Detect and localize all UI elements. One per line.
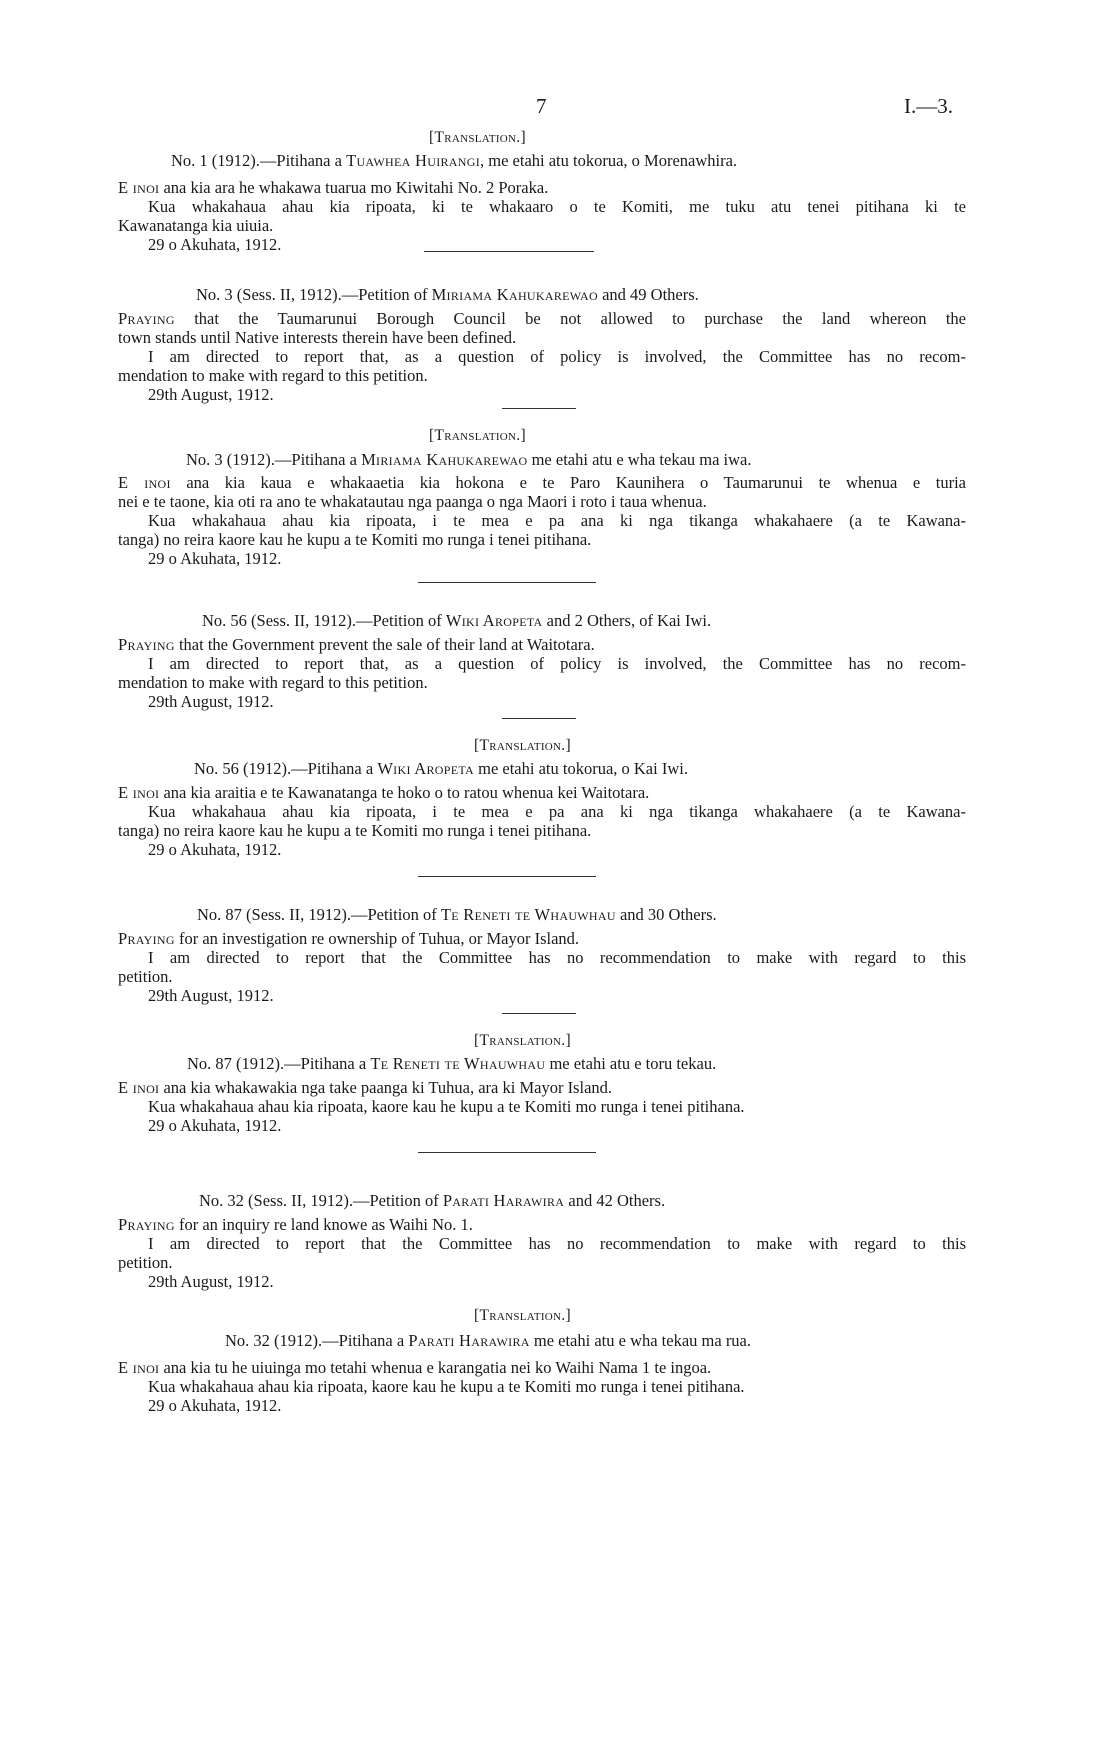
petition-date: 29th August, 1912.	[148, 385, 274, 404]
report-line: I am directed to report that, as a question of policy is involved, the Committee has no recom-	[148, 347, 966, 366]
short-divider	[502, 718, 576, 719]
translation-heading: [Translation.]	[474, 1307, 571, 1324]
praying-line: Praying for an investigation re ownership of Tuhua, or Mayor Island.	[118, 929, 580, 948]
section-divider	[424, 251, 594, 252]
petition-date: 29 o Akuhata, 1912.	[148, 1116, 282, 1135]
petition-title: No. 32 (1912).—Pitihana a Parati Harawira me etahi atu e wha tekau ma rua.	[225, 1331, 752, 1350]
praying-line: E inoi ana kia araitia e te Kawanatanga te hoko o to ratou whenua kei Waitotara.	[118, 783, 650, 802]
report-line: tanga) no reira kaore kau he kupu a te Komiti mo runga i tenei pitihana.	[118, 821, 592, 840]
section-divider	[418, 1152, 596, 1153]
petition-title: No. 56 (Sess. II, 1912).—Petition of Wiki Aropeta and 2 Others, of Kai Iwi.	[202, 611, 712, 630]
praying-line: E inoi ana kia ara he whakawa tuarua mo Kiwitahi No. 2 Poraka.	[118, 178, 549, 197]
petition-date: 29 o Akuhata, 1912.	[148, 235, 282, 254]
document-reference: I.—3.	[904, 94, 953, 118]
report-line: Kua whakahaua ahau kia ripoata, ki te whakaaro o te Komiti, me tuku atu tenei pitihana ki te	[148, 197, 966, 216]
translation-heading: [Translation.]	[429, 427, 526, 444]
praying-line: E inoi ana kia kaua e whakaaetia kia hokona e te Paro Kaunihera o Taumarunui te whenua e turia	[118, 473, 967, 492]
petition-date: 29 o Akuhata, 1912.	[148, 840, 282, 859]
petition-title: No. 1 (1912).—Pitihana a Tuawhea Huirangi, me etahi atu tokorua, o Morenawhira.	[171, 151, 738, 170]
report-line: petition.	[118, 1253, 173, 1272]
report-line: Kua whakahaua ahau kia ripoata, kaore kau he kupu a te Komiti mo runga i tenei pitihana.	[148, 1097, 745, 1116]
praying-line: Praying that the Taumarunui Borough Council be not allowed to purchase the land whereon the	[118, 309, 966, 328]
petition-date: 29th August, 1912.	[148, 692, 274, 711]
short-divider	[502, 408, 576, 409]
report-line: I am directed to report that the Committee has no recommendation to make with regard to this	[148, 1234, 966, 1253]
petition-title: No. 87 (Sess. II, 1912).—Petition of Te Reneti te Whauwhau and 30 Others.	[197, 905, 717, 924]
report-line: Kua whakahaua ahau kia ripoata, i te mea e pa ana ki nga tikanga whakahaere (a te Kawana-	[148, 802, 966, 821]
praying-line: nei e te taone, kia oti ra ano te whakatautau nga paanga o nga Maori i roto i taua whenua.	[118, 492, 707, 511]
report-line: Kawanatanga kia uiuia.	[118, 216, 274, 235]
praying-line: E inoi ana kia whakawakia nga take paanga ki Tuhua, ara ki Mayor Island.	[118, 1078, 613, 1097]
report-line: I am directed to report that, as a question of policy is involved, the Committee has no recom-	[148, 654, 966, 673]
report-line: petition.	[118, 967, 173, 986]
report-line: tanga) no reira kaore kau he kupu a te Komiti mo runga i tenei pitihana.	[118, 530, 592, 549]
report-line: Kua whakahaua ahau kia ripoata, i te mea e pa ana ki nga tikanga whakahaere (a te Kawana-	[148, 511, 966, 530]
praying-line: E inoi ana kia tu he uiuinga mo tetahi whenua e karangatia nei ko Waihi Nama 1 te ingoa.	[118, 1358, 712, 1377]
petition-title: No. 87 (1912).—Pitihana a Te Reneti te Whauwhau me etahi atu e toru tekau.	[187, 1054, 717, 1073]
petition-title: No. 32 (Sess. II, 1912).—Petition of Parati Harawira and 42 Others.	[199, 1191, 666, 1210]
report-line: mendation to make with regard to this petition.	[118, 366, 428, 385]
section-divider	[418, 582, 596, 583]
praying-line: town stands until Native interests therein have been defined.	[118, 328, 517, 347]
report-line: I am directed to report that the Committee has no recommendation to make with regard to this	[148, 948, 966, 967]
praying-line: Praying that the Government prevent the sale of their land at Waitotara.	[118, 635, 595, 654]
translation-heading: [Translation.]	[474, 1032, 571, 1049]
report-line: Kua whakahaua ahau kia ripoata, kaore kau he kupu a te Komiti mo runga i tenei pitihana.	[148, 1377, 745, 1396]
petition-date: 29th August, 1912.	[148, 1272, 274, 1291]
petition-title: No. 56 (1912).—Pitihana a Wiki Aropeta me etahi atu tokorua, o Kai Iwi.	[194, 759, 688, 778]
petition-date: 29th August, 1912.	[148, 986, 274, 1005]
praying-line: Praying for an inquiry re land knowe as Waihi No. 1.	[118, 1215, 473, 1234]
translation-heading: [Translation.]	[429, 129, 526, 146]
petition-date: 29 o Akuhata, 1912.	[148, 1396, 282, 1415]
page-number: 7	[536, 94, 547, 118]
report-line: mendation to make with regard to this petition.	[118, 673, 428, 692]
translation-heading: [Translation.]	[474, 737, 571, 754]
section-divider	[418, 876, 596, 877]
petition-title: No. 3 (Sess. II, 1912).—Petition of Miriama Kahukarewao and 49 Others.	[196, 285, 699, 304]
petition-title: No. 3 (1912).—Pitihana a Miriama Kahukarewao me etahi atu e wha tekau ma iwa.	[186, 450, 752, 469]
petition-date: 29 o Akuhata, 1912.	[148, 549, 282, 568]
short-divider	[502, 1013, 576, 1014]
